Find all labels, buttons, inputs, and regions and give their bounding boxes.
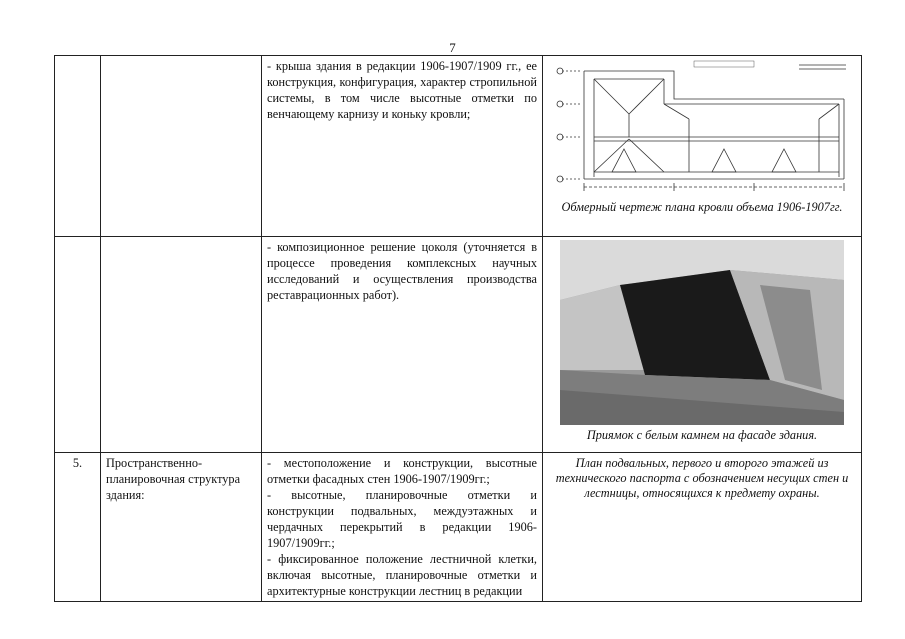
pit-photo <box>560 240 844 425</box>
description-paragraph: - местоположение и конструкции, высотные отметки фасадных стен 1906-1907/1909гг.; <box>267 456 537 486</box>
row-description <box>262 56 543 237</box>
image-caption: Приямок с белым камнем на фасаде здания. <box>586 428 818 442</box>
description-paragraph: - фиксированное положение лестничной клетки, включая высотные, планировочные отметки и архитектурные конструкции лестниц в редакции <box>267 552 537 598</box>
row-number: 5. <box>55 453 101 602</box>
table-row <box>55 56 862 237</box>
row-number <box>55 56 101 237</box>
row-description <box>262 453 543 602</box>
page-number: 7 <box>449 40 456 55</box>
table-row <box>55 453 862 602</box>
description-paragraph: - композиционное решение цоколя (уточняется в процессе проведения комплексных научных исследований и осуществления производства реставрационных работ). <box>267 240 537 302</box>
image-caption: Обмерный чертеж плана кровли объема 1906-1907гг. <box>561 200 843 214</box>
row-title: Пространственно-планировочная структура здания: <box>101 453 262 602</box>
table-row <box>55 237 862 453</box>
description-paragraph: - крыша здания в редакции 1906-1907/1909 гг., ее конструкция, конфигурация, характер стропильной системы, в том числе высотные отметки по венчающему карнизу и коньку кровли; <box>267 59 537 121</box>
image-cell <box>543 237 862 453</box>
image-cell <box>543 453 862 602</box>
image-cell <box>543 56 862 237</box>
image-caption: План подвальных, первого и второго этажей из технического паспорта с обозначением несущих стен и лестницы, относящихся к предмету охраны. <box>555 456 849 500</box>
heritage-table <box>54 55 862 602</box>
row-number <box>55 237 101 453</box>
row-description <box>262 237 543 453</box>
row-title <box>101 237 262 453</box>
description-paragraph: - высотные, планировочные отметки и конструкции подвальных, междуэтажных и чердачных перекрытий в редакции 1906-1907/1909гг.; <box>267 488 537 550</box>
roof-plan-drawing <box>554 59 850 197</box>
row-title <box>101 56 262 237</box>
